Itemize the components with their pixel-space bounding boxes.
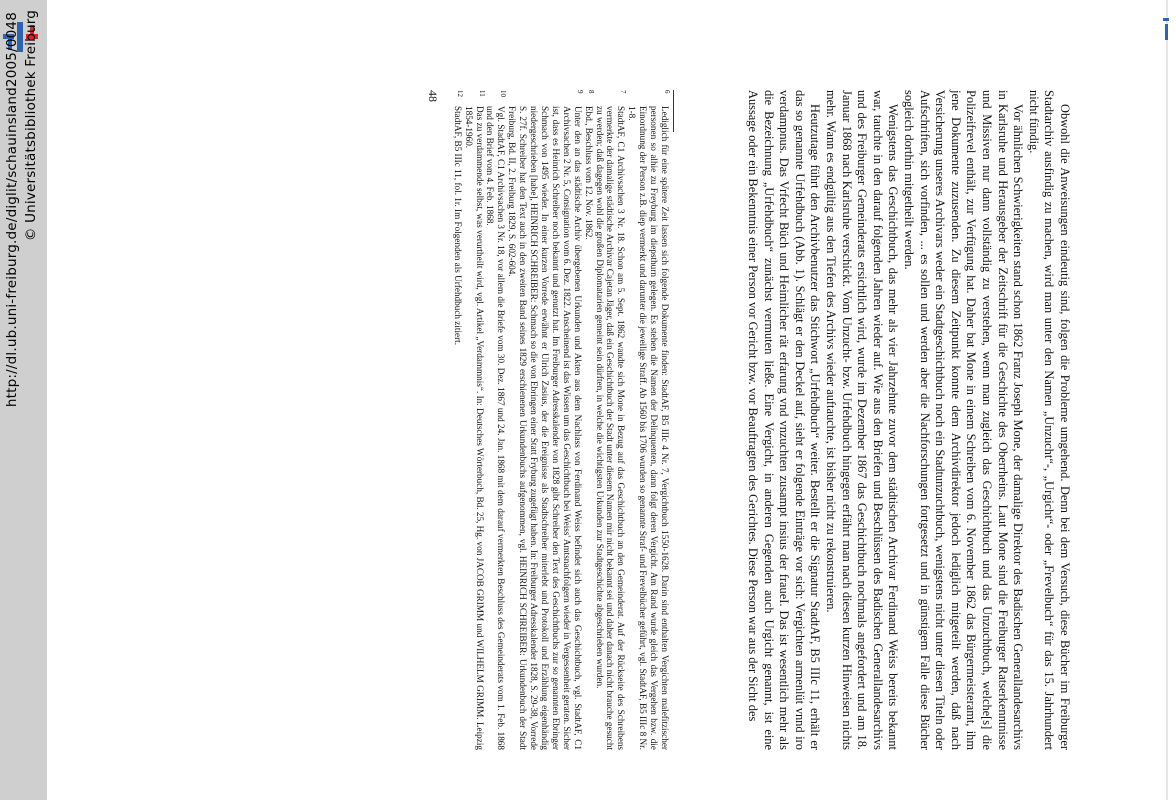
- document-url-link[interactable]: http://dl.ub.uni-freiburg.de/diglit/schauinsland2005/0048: [4, 12, 20, 408]
- copyright-notice: © Universitätsbibliothek Freiburg: [23, 10, 39, 242]
- footnotes: [452, 90, 670, 750]
- footnote-divider: [673, 90, 674, 132]
- footnote-number: 11: [477, 90, 486, 97]
- page-number: 48: [426, 90, 440, 102]
- footnote-text: Ebd., Beschluss vom 12. Nov. 1862.: [583, 106, 594, 240]
- main-text: [745, 90, 1072, 750]
- right-edge-bar: [1166, 0, 1168, 800]
- footnote: [452, 90, 463, 750]
- scanned-page: [112, 90, 1072, 750]
- footnote: [485, 90, 507, 750]
- paragraph: Wenigstens das Geschichtbuch, das mehr als vier Jahrzehnte zuvor dem städtischen Archivar Ferdinand Weiss bereits bekannt war, tauchte in den darauf folgenden Jahren wieder auf. Wie aus den Briefen und Beschlüssen des Badischen Generallandesarchivs und des Freiburger Gemeinderats ersichtlich wird, wurde im Dezember 1867 das Geschichtbuch nochmals angefordert und am 18. Januar 1868 nach Karlsruhe verschickt. Vom Unzucht- bzw. Urfehdbuch hingegen erfährt man nach diesen kurzen Hinweisen nichts mehr. Wann es endgültig aus den Tiefen des Archivs wieder auftauchte, ist bisher nicht zu rekonstruieren.: [824, 90, 901, 750]
- footnote-number: 9: [575, 90, 584, 94]
- paragraph: Obwohl die Anweisungen eindeutig sind, folgen die Probleme umgehend. Denn bei dem Versuch, diese Bücher im Freiburger Stadtarchiv ausfindig zu machen, wird man unter den Namen „Unzucht“-, „Urgicht“- oder „Frevelbuch“ für das 15. Jahrhundert nicht fündig.: [1026, 90, 1072, 750]
- footnote-number: 7: [619, 90, 628, 94]
- footnote-text: StadtAF, B5 IIIc 11, fol. 1r. Im Folgenden als Urfehdbuch zitiert.: [452, 106, 463, 346]
- footnote-number: 10: [499, 90, 508, 97]
- footnote-text: Das zu verdammende selbst, was verurtheilt wird, vgl. Artikel „Verdammnis“. In: Deutsches Wörterbuch, Bd. 25, Hg. von JACOB GRIMM und WILHELM GRIMM. Leipzig 1854-1960.: [463, 106, 485, 750]
- footnote: [583, 90, 594, 750]
- sidebar-text: [0, 0, 47, 800]
- footnote-number: 12: [455, 90, 464, 97]
- footnote: [506, 90, 582, 750]
- page-edge-marker-icon: [1163, 18, 1169, 42]
- footnote-number: 6: [663, 90, 671, 94]
- footnote: [463, 90, 485, 750]
- footnote: [626, 90, 670, 750]
- footnote-text: StadtAF, C1 Archivsachen 3 Nr. 18. Schon am 5. Sept. 1862 wandte sich Mone in Bezug auf das Geschichtbuch an den Gemeinderat. Auf der Rückseite des Schreibens vermerkte der damalige städtische Archivar Cajetan Jäger, daß ein Geschichtbuch der Stadt unter diesem Namen mir nicht bekannt sei und daher danach nicht brauche gesucht zu werden; daß dagegen wohl die großen Diplomatarien gemeint sein dürften, in welche die wichtigsten Urkunden zur Stadtgeschichte abgeschrieben wurden.: [594, 106, 627, 750]
- footnote: [594, 90, 627, 750]
- footnote-text: Unter den an das städtische Archiv übergebenen Urkunden und Akten aus dem Nachlass von Ferdinand Weiss befindet sich auch das Geschichtbuch, vgl. StadtAF, C1 Archivsachen 2 Nr. 5, Consignation vom 6. Dez. 1822. Anscheinend ist das Wissen um das Geschichtbuch bei Weiss' Amtsnachfolgern wieder in Vergessenheit geraten. Sicher ist, dass es Heinrich Schreiber noch bekannt und genutzt hat. Im Freiburger Adresskalender von 1828 gibt Schreiber den Text des Geschichtbuchs zur so genannten Ebringer Schmach von 1495 wieder. In einer kurzen Vorrede erwähnt er Ulrich Zasius, der die Ereignisse als Stadtschreiber miterlebt und Protokoll und Erzählung eigenhändig niedergeschrieben [habe], HEINRICH SCHREIBER: Schmach so die von Ebringen einer Statt Fryburg zugefügt haben. In: Freiburger Adresskalender 1828, S. 29-38, Vorrede S. 27f. Schreiber hat den Text auch in den zweiten Band seines 1829 erschienenen Urkundenbuchs aufgenommen, vgl. HEINRICH SCHREIBER: Urkundenbuch der Stadt Freiburg, Bd. II, 2. Freiburg 1829, S. 602-604.: [507, 106, 583, 750]
- footnote-number: 8: [586, 90, 595, 94]
- paragraph: Heutzutage führt den Archivbenutzer das Stichwort „Urfehdbuch“ weiter. Bestellt er die Signatur StadtAF, B5 IIIc 11, erhält er das so genannte Urfehdbuch (Abb. 1). Schlägt er den Deckel auf, sieht er folgende Einträge vor sich: Vergichten armenlüt vnnd iro verdampnus. Das Vrfecht Büch und Heimlicher rät erfarung vnd vnzuchten zusampt insius der fraueI. Das ist wesentlich mehr als die Bezeichnung „Urfehdbuch“ zunächst vermuten ließe. Eine Vergicht, in anderen Gegenden auch Urgicht genannt, ist eine Aussage oder ein Bekenntnis einer Person vor Gericht bzw. vor Beauftragten des Gerichtes. Diese Person war aus der Sicht des: [746, 90, 823, 750]
- footnote-text: Lediglich für eine spätere Zeit lassen sich folgende Dokumente finden: StadtAF, B5 IIIc 4 Nr. 7, Vergichtbuch 1550-1628. Darin sind enthalten Vergichten malefitzischer personen so alhie zu Freyburg im diepsthurn gelegen. Es stehen die Namen der Delinquenten, dann folgt deren Vergicht. Am Rand wurde gleich das Vergehen bzw. die Einordnung der Person z.B. diep vermerkt und darunter die jeweilige Straff. Ab 1560 bis 1706 wurden so genannte Straf- und Frevelbücher geführt, vgl. StadtAF, B5 IIIc 8 Nr. 1-8.: [627, 106, 670, 750]
- paragraph: Vor ähnlichen Schwierigkeiten stand schon 1862 Franz Joseph Mone, der damalige Direktor des Badischen Generallandesarchivs in Karlsruhe und Herausgeber der Zeitschrift für die Geschichte des Oberrheins. Laut Mone sind die Freiburger Ratserkenntnisse und Missiven nur dann vollständig zu verstehen, wenn man zugleich das Geschichtbuch und das Unzuchtbuch, welche[s] die Polizeifrevel enthält, zur Verfügung hat. Daher bat Mone in einem Schreiben vom 6. November 1862 das Bürgermeisteramt, ihm jene Dokumente zuzusenden. Zu diesem Zeitpunkt konnte dem Archivdirektor jedoch lediglich mitgeteilt werden, daß nach Versicherung unseres Archivars weder ein Stadtgeschichtbuch noch ein Stadtunzuchtbuch, wenigstens nicht unter diesen Titeln oder Aufschriften, sich vorfinden, ... es sollen und werden aber die Nachforschungen fortgesetzt und in günstigem Falle diese Bücher sogleich dorthin mitgetheilt werden.: [902, 90, 1026, 750]
- footnote-text: Vgl. StadtAF, C1 Archivsachen 3 Nr. 18, vor allem die Briefe vom 30. Dez. 1867 und 24. Jan. 1868 mit dem darauf vermerkten Beschluss des Gemeinderats vom 1. Feb. 1868 und den Brief vom 4. Feb. 1868.: [485, 106, 507, 750]
- viewer-sidebar: [0, 0, 47, 800]
